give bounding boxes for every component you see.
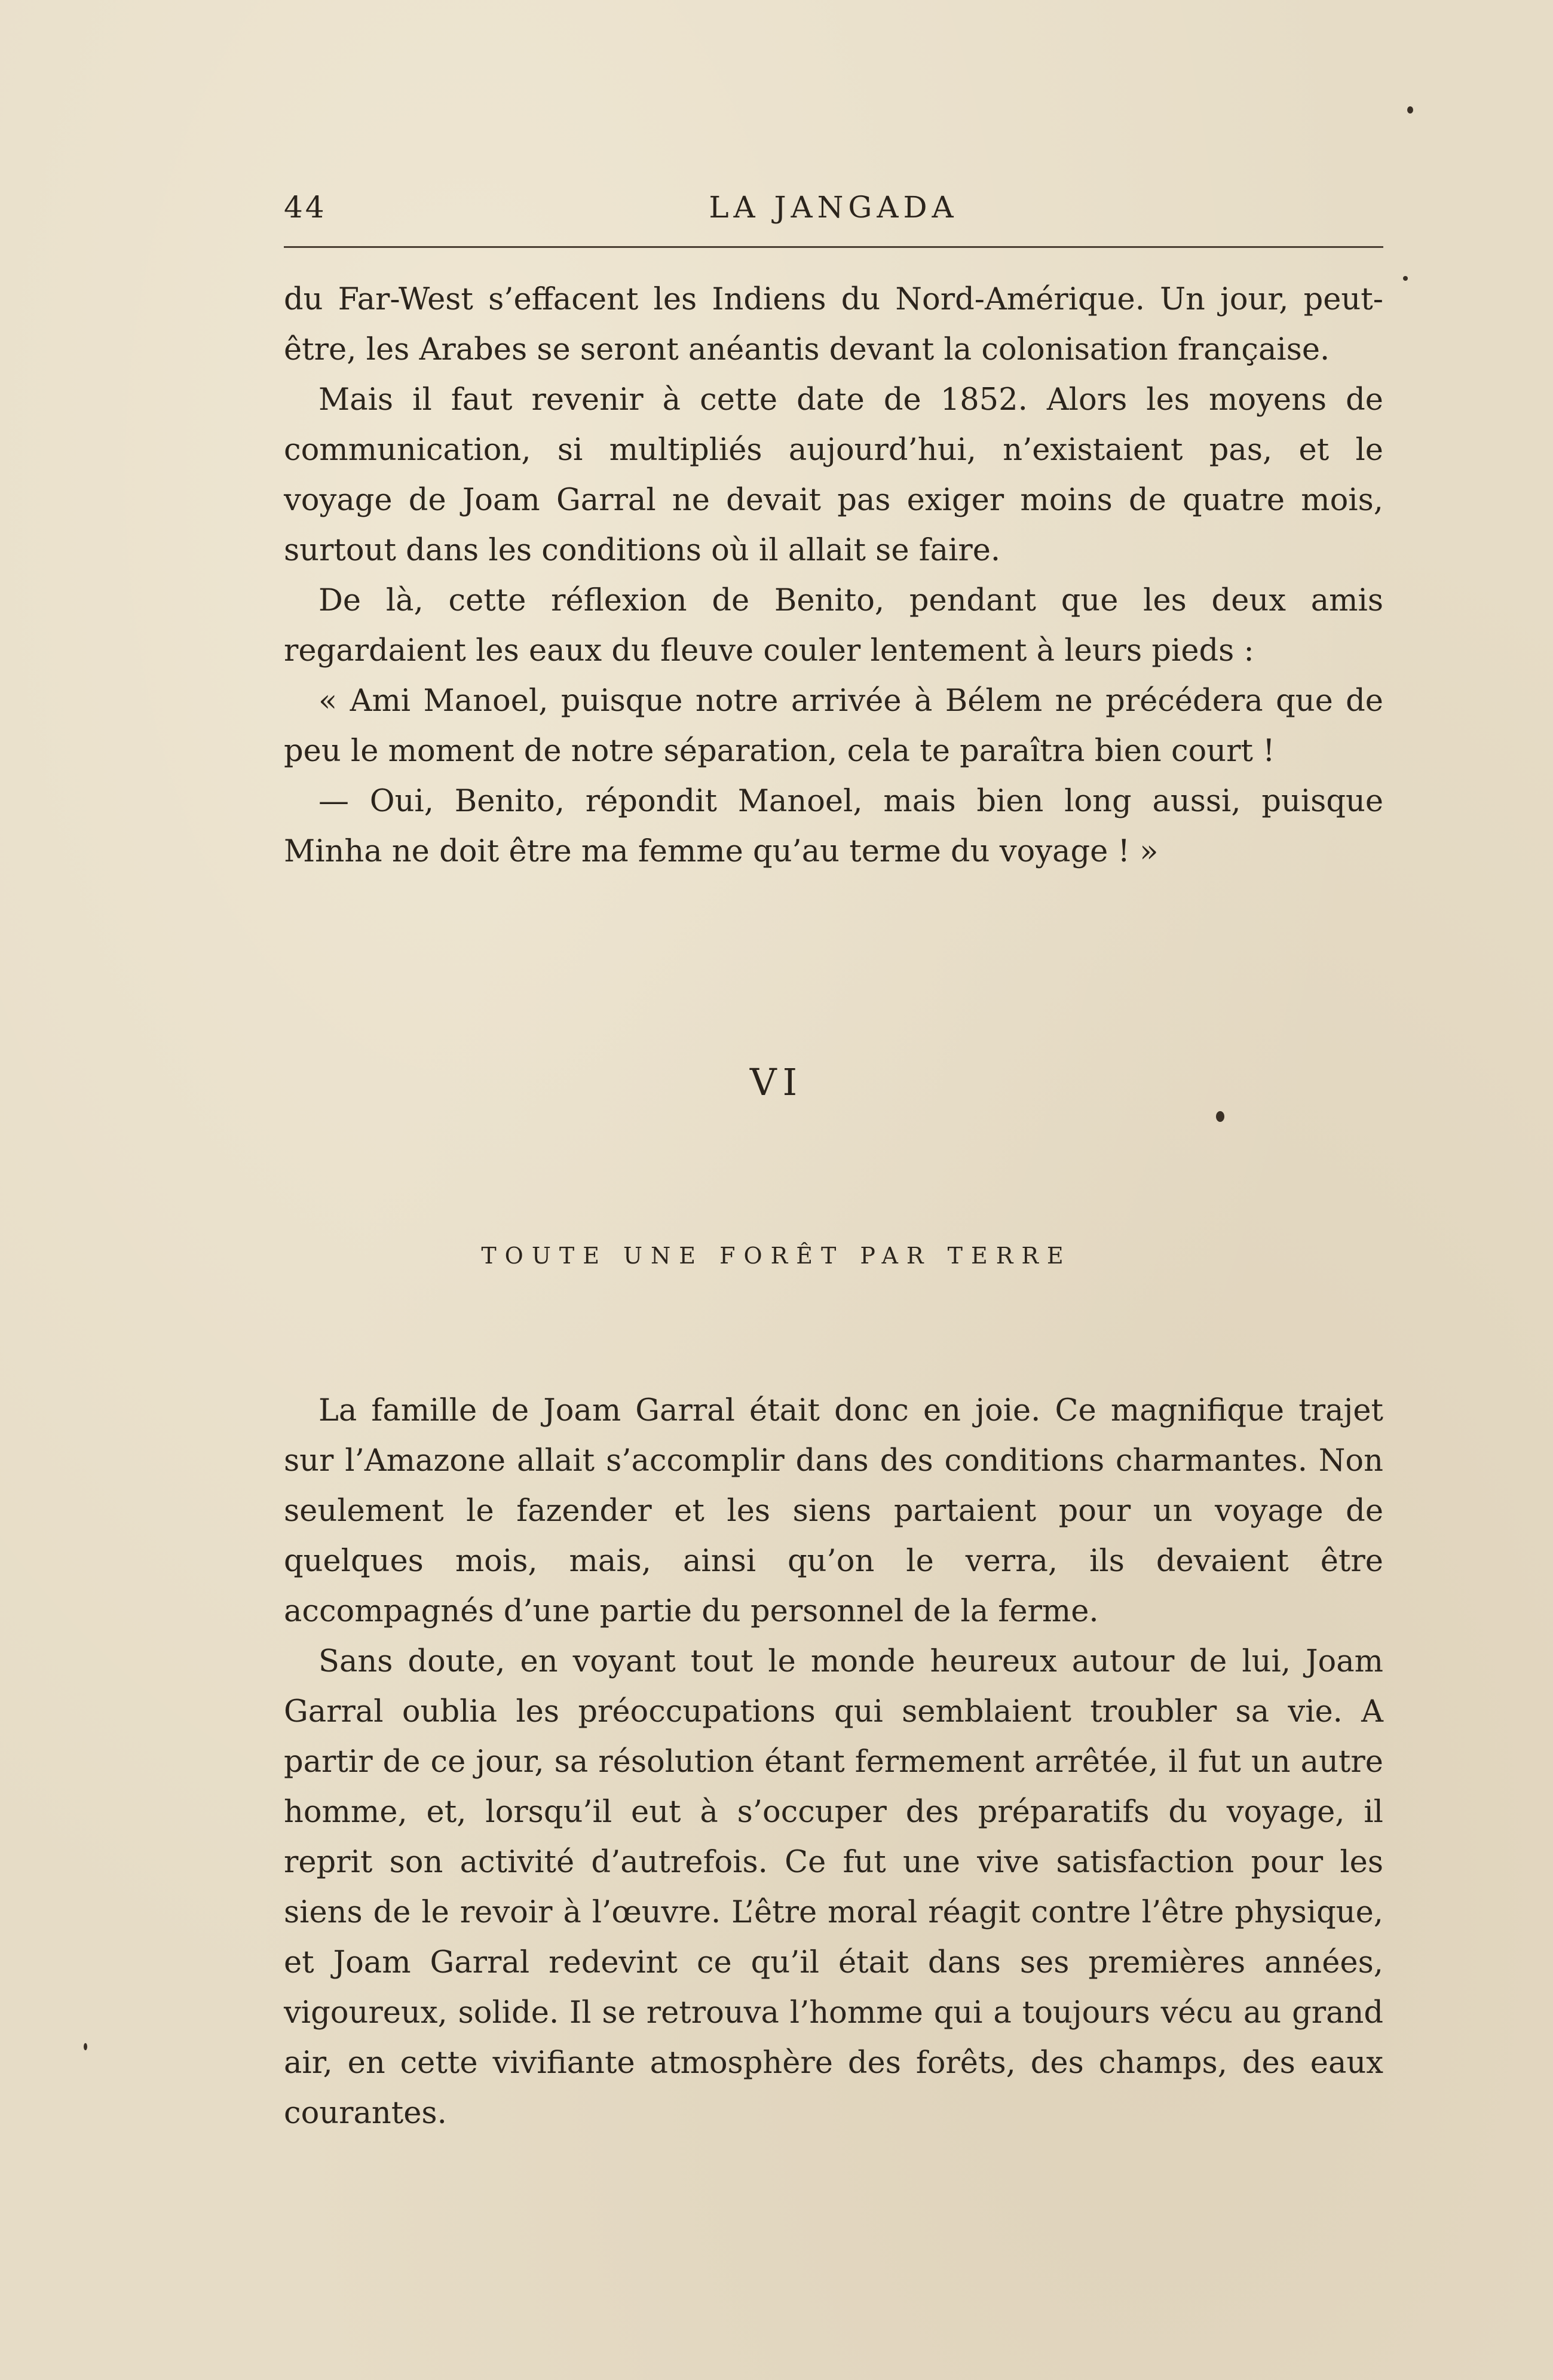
- paragraph: Mais il faut revenir à cette date de 1852. Alors les moyens de communication, si multipliés aujourd’hui, n’existaient pas, et le voyage de Joam Garral ne devait pas exiger moins de quatre mois, surtout dans les conditions où il allait se faire.: [284, 382, 1383, 568]
- chapter-number: VI: [749, 1060, 804, 1104]
- chapter-text: [284, 1386, 1383, 2139]
- chapter-title: TOUTE UNE FORÊT PAR TERRE: [481, 1243, 1072, 1269]
- paragraph: Sans doute, en voyant tout le monde heureux autour de lui, Joam Garral oublia les préoccupations qui semblaient troubler sa vie. A partir de ce jour, sa résolution étant fermement arrêtée, il fut un autre homme, et, lorsqu’il eut à s’occuper des préparatifs du voyage, il reprit son activité d’autrefois. Ce fut une vive satisfaction pour les siens de le revoir à l’œuvre. L’être moral réagit contre l’être physique, et Joam Garral redevint ce qu’il était dans ses premières années, vigoureux, solide. Il se retrouva l’homme qui a toujours vécu au grand air, en cette vivifiante atmosphère des forêts, des champs, des eaux courantes.: [284, 1644, 1383, 2131]
- running-title: LA JANGADA: [709, 190, 958, 225]
- paragraph: La famille de Joam Garral était donc en joie. Ce magnifique trajet sur l’Amazone allait s’accomplir dans des conditions charmantes. Non seulement le fazender et les siens partaient pour un voyage de quelques mois, mais, ainsi qu’on le verra, ils devaient être accompagnés d’une partie du personnel de la ferme.: [284, 1393, 1383, 1629]
- header-rule: [284, 246, 1383, 248]
- page-number: 44: [284, 190, 327, 225]
- paragraph: — Oui, Benito, répondit Manoel, mais bien long aussi, puisque Minha ne doit être ma femme qu’au terme du voyage ! »: [284, 784, 1383, 869]
- ink-speck: [1407, 106, 1413, 114]
- page-header: [284, 190, 1383, 238]
- paragraph: De là, cette réflexion de Benito, pendant que les deux amis regardaient les eaux du fleuve couler lentement à leurs pieds :: [284, 583, 1383, 668]
- paragraph: du Far-West s’effacent les Indiens du Nord-Amérique. Un jour, peut-être, les Arabes se seront anéantis devant la colonisation française.: [284, 282, 1383, 367]
- ink-speck: [1403, 276, 1408, 281]
- paragraph: « Ami Manoel, puisque notre arrivée à Bélem ne précédera que de peu le moment de notre séparation, cela te paraîtra bien court !: [284, 683, 1383, 769]
- ink-speck: [84, 2043, 87, 2050]
- ink-speck: [1216, 1111, 1224, 1122]
- top-text: [284, 275, 1383, 877]
